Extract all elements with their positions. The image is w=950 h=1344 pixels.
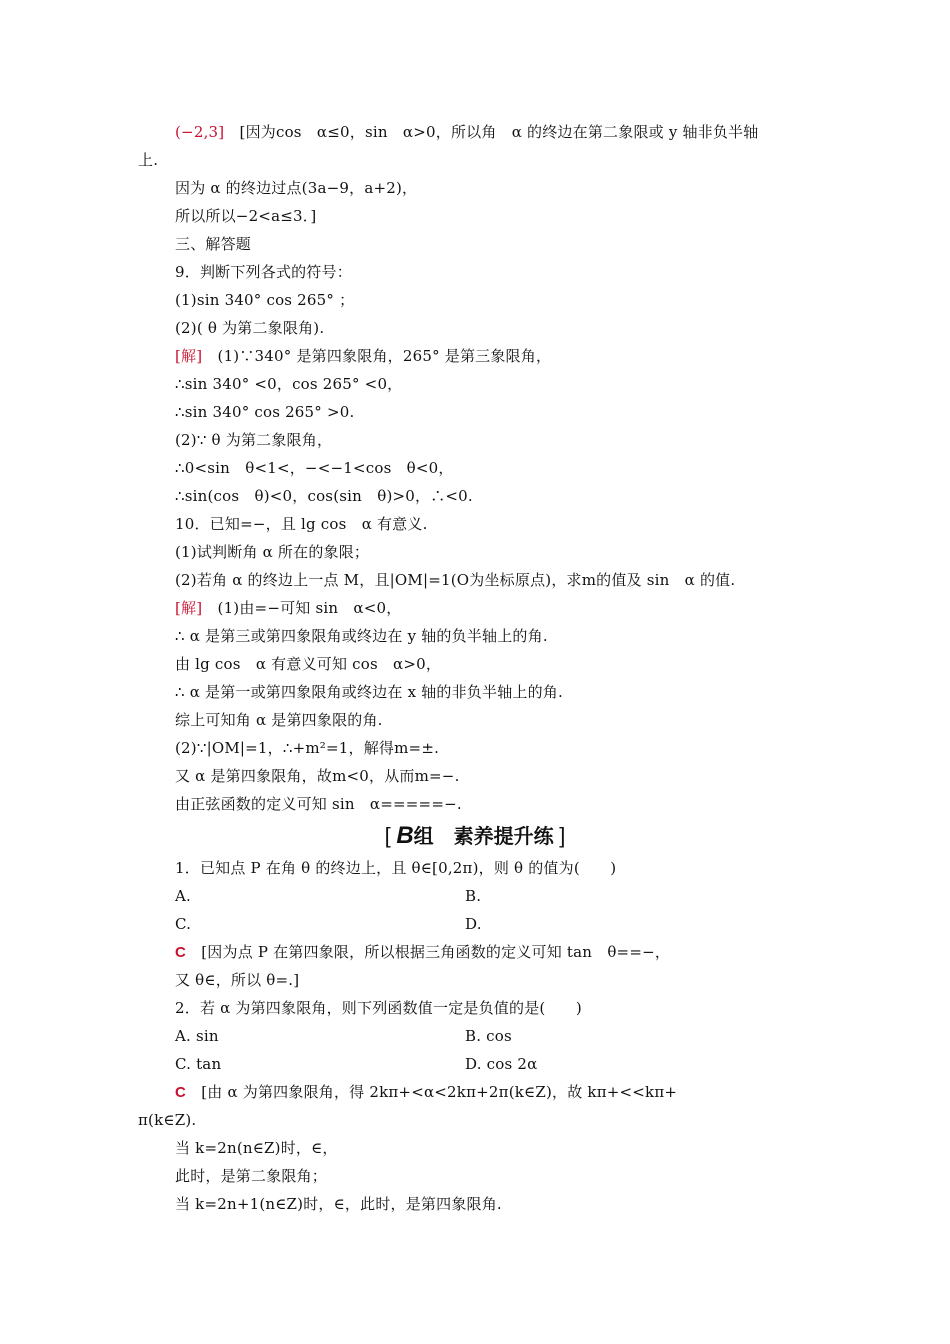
line-text: (2)∵|OM|=1，∴+m²=1，解得m=±. [175, 739, 440, 757]
line-text: ∴sin 340° <0，cos 265° <0， [175, 375, 403, 393]
line-text: π(k∈Z). [138, 1111, 197, 1129]
text-line [175, 430, 332, 450]
line-text: (2)∵ θ 为第二象限角， [175, 431, 333, 449]
text-line [175, 970, 299, 990]
text-line [175, 262, 352, 282]
heading-close-bracket: ] [559, 823, 566, 848]
text-line [138, 1110, 196, 1130]
line-text: C. tan [175, 1055, 222, 1073]
text-line [175, 1082, 677, 1103]
section-heading [0, 820, 950, 850]
answer-mark: C [175, 1084, 187, 1101]
line-text: (1)sin 340° cos 265° ； [175, 291, 355, 309]
line-text: [由 α 为第四象限角，得 2kπ+<α<2kπ+2π(k∈Z)，故 kπ+<<kπ+ [186, 1083, 678, 1101]
text-line [175, 346, 551, 366]
answer-value: (−2,3] [175, 123, 225, 141]
line-text: (1)试判断角 α 所在的象限； [175, 543, 370, 561]
text-line [175, 886, 191, 906]
text-line [175, 654, 441, 674]
line-text: 上. [138, 151, 159, 169]
line-text: A. sin [175, 1027, 219, 1045]
option-right-column: D. [465, 915, 482, 933]
line-text: 当 k=2n+1(n∈Z)时，∈，此时，是第四象限角. [175, 1195, 502, 1213]
text-line [138, 150, 158, 170]
option-right-column: B. [465, 887, 482, 905]
text-line [175, 942, 670, 963]
text-line [175, 1026, 219, 1046]
heading-title: 组 素养提升练 [413, 826, 554, 848]
text-line [175, 570, 735, 590]
text-line [175, 858, 616, 878]
text-line [175, 1166, 327, 1186]
line-text: 因为 α 的终边过点(3a−9，a+2)， [175, 179, 418, 197]
text-line [175, 794, 462, 814]
text-line [175, 486, 473, 506]
text-line [175, 514, 428, 534]
line-text: 10．已知=−，且 lg cos α 有意义. [175, 515, 428, 533]
line-text: 又 θ∈，所以 θ=.] [175, 971, 300, 989]
line-text: ∴ α 是第一或第四象限角或终边在 x 轴的非负半轴上的角. [175, 683, 563, 701]
line-text: (1)∵340° 是第四象限角，265° 是第三象限角， [202, 347, 552, 365]
option-right-column: D. cos 2α [465, 1055, 538, 1073]
text-line [175, 122, 758, 142]
text-line [175, 1194, 502, 1214]
text-line [175, 682, 563, 702]
line-text: 当 k=2n(n∈Z)时，∈， [175, 1139, 338, 1157]
text-line [175, 458, 454, 478]
text-line [175, 402, 354, 422]
line-text: [因为cos α≤0，sin α>0，所以角 α 的终边在第二象限或 y 轴非负半轴 [224, 123, 759, 141]
line-text: 9．判断下列各式的符号： [175, 263, 352, 281]
text-line [175, 1054, 221, 1074]
line-text: ∴sin(cos θ)<0，cos(sin θ)>0，∴<0. [175, 487, 473, 505]
text-line [175, 914, 191, 934]
solution-mark: [解] [175, 599, 203, 617]
text-line [175, 234, 251, 254]
line-text: C. [175, 915, 192, 933]
text-line [175, 766, 460, 786]
heading-open-bracket: [ [384, 823, 391, 848]
text-line [175, 318, 324, 338]
option-right-column: B. cos [465, 1027, 512, 1045]
line-text: 由正弦函数的定义可知 sin α=====−. [175, 795, 462, 813]
text-line [175, 626, 548, 646]
line-text: 2．若 α 为第四象限角，则下列函数值一定是负值的是( ) [175, 999, 582, 1017]
text-line [175, 710, 383, 730]
line-text: 三、解答题 [175, 235, 252, 253]
line-text: ∴0<sin θ<1<，−<−1<cos θ<0， [175, 459, 454, 477]
text-line [175, 374, 402, 394]
line-text: A. [175, 887, 192, 905]
text-line [175, 206, 317, 226]
line-text: (2)( θ 为第二象限角). [175, 319, 325, 337]
text-line [175, 542, 369, 562]
line-text: 此时，是第二象限角； [175, 1167, 328, 1185]
heading-group-letter: B [396, 822, 414, 849]
line-text: ∴sin 340° cos 265° >0. [175, 403, 355, 421]
line-text: 1．已知点 P 在角 θ 的终边上，且 θ∈[0,2π)，则 θ 的值为( ) [175, 859, 617, 877]
line-text: 又 α 是第四象限角，故m<0，从而m=−. [175, 767, 460, 785]
line-text: (2)若角 α 的终边上一点 M，且|OM|=1(O为坐标原点)，求m的值及 sin α 的值. [175, 571, 736, 589]
line-text: (1)由=−可知 sin α<0， [202, 599, 402, 617]
answer-mark: C [175, 944, 187, 961]
text-line [175, 290, 354, 310]
text-line [175, 998, 582, 1018]
line-text: 综上可知角 α 是第四象限的角. [175, 711, 383, 729]
line-text: 所以所以−2<a≤3．] [175, 207, 317, 225]
text-line [175, 178, 417, 198]
line-text: 由 lg cos α 有意义可知 cos α>0， [175, 655, 442, 673]
line-text: [因为点 P 在第四象限，所以根据三角函数的定义可知 tan θ==−， [186, 943, 671, 961]
line-text: ∴ α 是第三或第四象限角或终边在 y 轴的负半轴上的角. [175, 627, 548, 645]
text-line [175, 738, 439, 758]
text-line [175, 1138, 338, 1158]
solution-mark: [解] [175, 347, 203, 365]
text-line [175, 598, 401, 618]
